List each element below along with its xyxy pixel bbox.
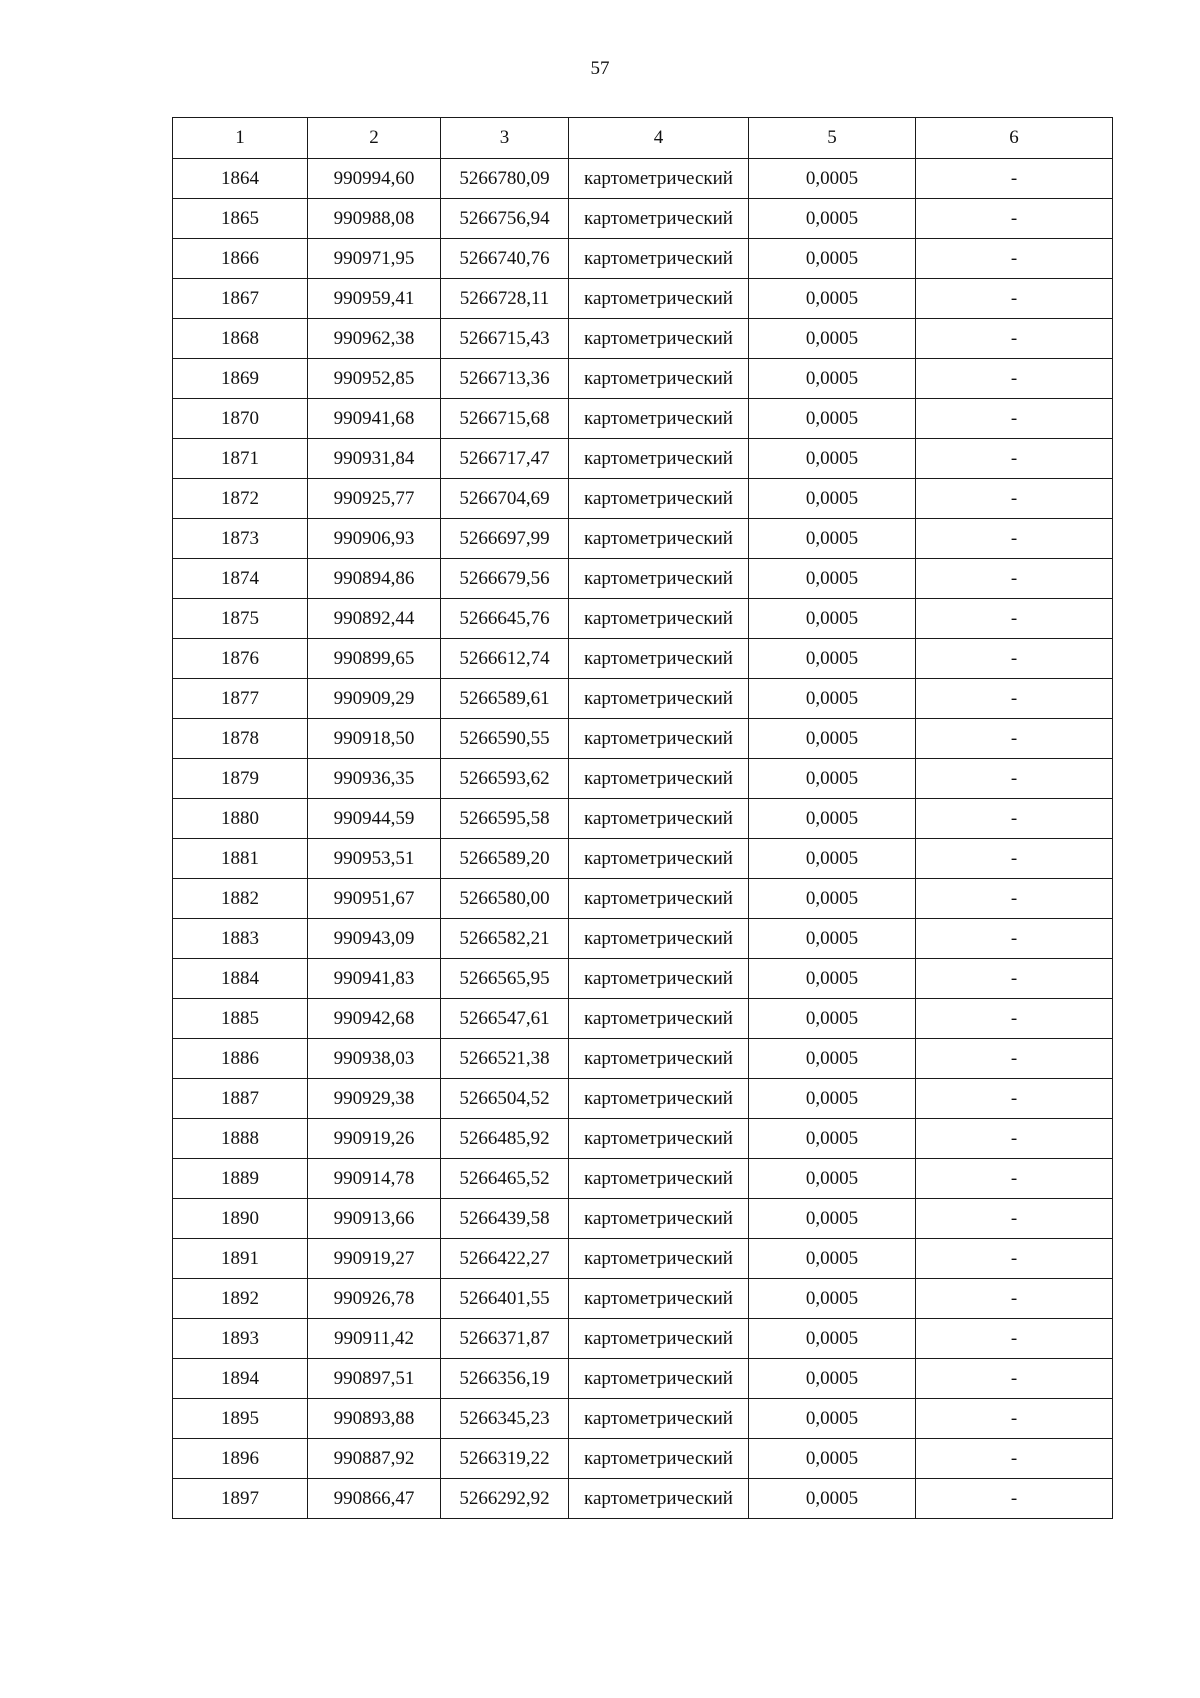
- table-row: [173, 359, 1113, 399]
- accuracy-cell: 0,0005: [749, 1079, 916, 1119]
- table-row: [173, 999, 1113, 1039]
- accuracy-cell: 0,0005: [749, 879, 916, 919]
- point-number-cell: 1884: [173, 959, 308, 999]
- method-cell: картометрический: [569, 1359, 749, 1399]
- method-cell: картометрический: [569, 1239, 749, 1279]
- method-cell: картометрический: [569, 799, 749, 839]
- method-cell: картометрический: [569, 959, 749, 999]
- note-cell: -: [916, 199, 1113, 239]
- x-coordinate-cell: 990926,78: [308, 1279, 441, 1319]
- method-cell: картометрический: [569, 1399, 749, 1439]
- y-coordinate-cell: 5266292,92: [441, 1479, 569, 1519]
- y-coordinate-cell: 5266756,94: [441, 199, 569, 239]
- point-number-cell: 1876: [173, 639, 308, 679]
- accuracy-cell: 0,0005: [749, 839, 916, 879]
- point-number-cell: 1892: [173, 1279, 308, 1319]
- x-coordinate-cell: 990994,60: [308, 159, 441, 199]
- point-number-cell: 1895: [173, 1399, 308, 1439]
- x-coordinate-cell: 990911,42: [308, 1319, 441, 1359]
- x-coordinate-cell: 990919,26: [308, 1119, 441, 1159]
- accuracy-cell: 0,0005: [749, 959, 916, 999]
- accuracy-cell: 0,0005: [749, 1119, 916, 1159]
- note-cell: -: [916, 1239, 1113, 1279]
- note-cell: -: [916, 1319, 1113, 1359]
- table-row: [173, 199, 1113, 239]
- point-number-cell: 1864: [173, 159, 308, 199]
- method-cell: картометрический: [569, 1279, 749, 1319]
- table-row: [173, 279, 1113, 319]
- method-cell: картометрический: [569, 719, 749, 759]
- accuracy-cell: 0,0005: [749, 639, 916, 679]
- x-coordinate-cell: 990941,68: [308, 399, 441, 439]
- point-number-cell: 1875: [173, 599, 308, 639]
- note-cell: -: [916, 1359, 1113, 1399]
- table-row: [173, 319, 1113, 359]
- point-number-cell: 1891: [173, 1239, 308, 1279]
- x-coordinate-cell: 990962,38: [308, 319, 441, 359]
- table-row: [173, 1199, 1113, 1239]
- table-row: [173, 1159, 1113, 1199]
- method-cell: картометрический: [569, 1039, 749, 1079]
- x-coordinate-cell: 990892,44: [308, 599, 441, 639]
- note-cell: -: [916, 1039, 1113, 1079]
- table-row: [173, 839, 1113, 879]
- x-coordinate-cell: 990938,03: [308, 1039, 441, 1079]
- accuracy-cell: 0,0005: [749, 359, 916, 399]
- table-row: [173, 519, 1113, 559]
- y-coordinate-cell: 5266521,38: [441, 1039, 569, 1079]
- y-coordinate-cell: 5266715,68: [441, 399, 569, 439]
- accuracy-cell: 0,0005: [749, 759, 916, 799]
- method-cell: картометрический: [569, 519, 749, 559]
- note-cell: -: [916, 639, 1113, 679]
- table-row: [173, 799, 1113, 839]
- y-coordinate-cell: 5266547,61: [441, 999, 569, 1039]
- x-coordinate-cell: 990899,65: [308, 639, 441, 679]
- method-cell: картометрический: [569, 759, 749, 799]
- table-row: [173, 679, 1113, 719]
- column-header: 6: [916, 118, 1113, 159]
- y-coordinate-cell: 5266485,92: [441, 1119, 569, 1159]
- x-coordinate-cell: 990906,93: [308, 519, 441, 559]
- x-coordinate-cell: 990959,41: [308, 279, 441, 319]
- note-cell: -: [916, 839, 1113, 879]
- method-cell: картометрический: [569, 1079, 749, 1119]
- table-row: [173, 439, 1113, 479]
- accuracy-cell: 0,0005: [749, 719, 916, 759]
- note-cell: -: [916, 759, 1113, 799]
- point-number-cell: 1890: [173, 1199, 308, 1239]
- y-coordinate-cell: 5266371,87: [441, 1319, 569, 1359]
- accuracy-cell: 0,0005: [749, 1359, 916, 1399]
- x-coordinate-cell: 990931,84: [308, 439, 441, 479]
- table-row: [173, 1119, 1113, 1159]
- method-cell: картометрический: [569, 319, 749, 359]
- accuracy-cell: 0,0005: [749, 799, 916, 839]
- x-coordinate-cell: 990866,47: [308, 1479, 441, 1519]
- accuracy-cell: 0,0005: [749, 1319, 916, 1359]
- y-coordinate-cell: 5266589,61: [441, 679, 569, 719]
- y-coordinate-cell: 5266740,76: [441, 239, 569, 279]
- point-number-cell: 1887: [173, 1079, 308, 1119]
- x-coordinate-cell: 990909,29: [308, 679, 441, 719]
- method-cell: картометрический: [569, 919, 749, 959]
- note-cell: -: [916, 1399, 1113, 1439]
- point-number-cell: 1879: [173, 759, 308, 799]
- table-row: [173, 719, 1113, 759]
- y-coordinate-cell: 5266345,23: [441, 1399, 569, 1439]
- y-coordinate-cell: 5266704,69: [441, 479, 569, 519]
- table-row: [173, 759, 1113, 799]
- table-row: [173, 159, 1113, 199]
- note-cell: -: [916, 279, 1113, 319]
- method-cell: картометрический: [569, 839, 749, 879]
- y-coordinate-cell: 5266565,95: [441, 959, 569, 999]
- x-coordinate-cell: 990918,50: [308, 719, 441, 759]
- x-coordinate-cell: 990913,66: [308, 1199, 441, 1239]
- accuracy-cell: 0,0005: [749, 479, 916, 519]
- x-coordinate-cell: 990952,85: [308, 359, 441, 399]
- table-row: [173, 599, 1113, 639]
- point-number-cell: 1888: [173, 1119, 308, 1159]
- method-cell: картометрический: [569, 999, 749, 1039]
- table-row: [173, 1479, 1113, 1519]
- method-cell: картометрический: [569, 399, 749, 439]
- point-number-cell: 1873: [173, 519, 308, 559]
- x-coordinate-cell: 990887,92: [308, 1439, 441, 1479]
- y-coordinate-cell: 5266504,52: [441, 1079, 569, 1119]
- table-row: [173, 1359, 1113, 1399]
- table-body: [173, 159, 1113, 1519]
- note-cell: -: [916, 1199, 1113, 1239]
- accuracy-cell: 0,0005: [749, 919, 916, 959]
- y-coordinate-cell: 5266319,22: [441, 1439, 569, 1479]
- note-cell: -: [916, 1159, 1113, 1199]
- note-cell: -: [916, 719, 1113, 759]
- point-number-cell: 1877: [173, 679, 308, 719]
- y-coordinate-cell: 5266422,27: [441, 1239, 569, 1279]
- point-number-cell: 1871: [173, 439, 308, 479]
- note-cell: -: [916, 959, 1113, 999]
- note-cell: -: [916, 319, 1113, 359]
- x-coordinate-cell: 990941,83: [308, 959, 441, 999]
- x-coordinate-cell: 990929,38: [308, 1079, 441, 1119]
- method-cell: картометрический: [569, 159, 749, 199]
- note-cell: -: [916, 599, 1113, 639]
- accuracy-cell: 0,0005: [749, 199, 916, 239]
- table-row: [173, 1279, 1113, 1319]
- note-cell: -: [916, 519, 1113, 559]
- method-cell: картометрический: [569, 1319, 749, 1359]
- note-cell: -: [916, 799, 1113, 839]
- method-cell: картометрический: [569, 679, 749, 719]
- table-row: [173, 1039, 1113, 1079]
- y-coordinate-cell: 5266645,76: [441, 599, 569, 639]
- note-cell: -: [916, 679, 1113, 719]
- point-number-cell: 1865: [173, 199, 308, 239]
- x-coordinate-cell: 990988,08: [308, 199, 441, 239]
- accuracy-cell: 0,0005: [749, 1439, 916, 1479]
- table-row: [173, 1239, 1113, 1279]
- accuracy-cell: 0,0005: [749, 1199, 916, 1239]
- accuracy-cell: 0,0005: [749, 1479, 916, 1519]
- x-coordinate-cell: 990953,51: [308, 839, 441, 879]
- accuracy-cell: 0,0005: [749, 519, 916, 559]
- note-cell: -: [916, 1439, 1113, 1479]
- x-coordinate-cell: 990943,09: [308, 919, 441, 959]
- table-row: [173, 559, 1113, 599]
- method-cell: картометрический: [569, 1479, 749, 1519]
- column-header: 4: [569, 118, 749, 159]
- note-cell: -: [916, 879, 1113, 919]
- accuracy-cell: 0,0005: [749, 1159, 916, 1199]
- accuracy-cell: 0,0005: [749, 1239, 916, 1279]
- point-number-cell: 1867: [173, 279, 308, 319]
- method-cell: картометрический: [569, 239, 749, 279]
- note-cell: -: [916, 439, 1113, 479]
- point-number-cell: 1896: [173, 1439, 308, 1479]
- method-cell: картометрический: [569, 439, 749, 479]
- note-cell: -: [916, 1079, 1113, 1119]
- note-cell: -: [916, 359, 1113, 399]
- method-cell: картометрический: [569, 479, 749, 519]
- table-row: [173, 1079, 1113, 1119]
- note-cell: -: [916, 1119, 1113, 1159]
- table-row: [173, 239, 1113, 279]
- note-cell: -: [916, 559, 1113, 599]
- table-row: [173, 1439, 1113, 1479]
- y-coordinate-cell: 5266697,99: [441, 519, 569, 559]
- point-number-cell: 1868: [173, 319, 308, 359]
- note-cell: -: [916, 399, 1113, 439]
- point-number-cell: 1881: [173, 839, 308, 879]
- note-cell: -: [916, 479, 1113, 519]
- point-number-cell: 1872: [173, 479, 308, 519]
- point-number-cell: 1869: [173, 359, 308, 399]
- table-row: [173, 479, 1113, 519]
- point-number-cell: 1880: [173, 799, 308, 839]
- y-coordinate-cell: 5266728,11: [441, 279, 569, 319]
- column-header: 2: [308, 118, 441, 159]
- point-number-cell: 1894: [173, 1359, 308, 1399]
- accuracy-cell: 0,0005: [749, 679, 916, 719]
- x-coordinate-cell: 990893,88: [308, 1399, 441, 1439]
- point-number-cell: 1885: [173, 999, 308, 1039]
- table-row: [173, 959, 1113, 999]
- x-coordinate-cell: 990951,67: [308, 879, 441, 919]
- point-number-cell: 1874: [173, 559, 308, 599]
- y-coordinate-cell: 5266595,58: [441, 799, 569, 839]
- point-number-cell: 1870: [173, 399, 308, 439]
- y-coordinate-cell: 5266356,19: [441, 1359, 569, 1399]
- x-coordinate-cell: 990897,51: [308, 1359, 441, 1399]
- method-cell: картометрический: [569, 599, 749, 639]
- y-coordinate-cell: 5266582,21: [441, 919, 569, 959]
- method-cell: картометрический: [569, 1159, 749, 1199]
- column-header: 1: [173, 118, 308, 159]
- y-coordinate-cell: 5266612,74: [441, 639, 569, 679]
- accuracy-cell: 0,0005: [749, 1039, 916, 1079]
- point-number-cell: 1897: [173, 1479, 308, 1519]
- y-coordinate-cell: 5266401,55: [441, 1279, 569, 1319]
- note-cell: -: [916, 999, 1113, 1039]
- column-header: 3: [441, 118, 569, 159]
- accuracy-cell: 0,0005: [749, 159, 916, 199]
- accuracy-cell: 0,0005: [749, 999, 916, 1039]
- accuracy-cell: 0,0005: [749, 599, 916, 639]
- note-cell: -: [916, 1279, 1113, 1319]
- y-coordinate-cell: 5266593,62: [441, 759, 569, 799]
- y-coordinate-cell: 5266580,00: [441, 879, 569, 919]
- x-coordinate-cell: 990971,95: [308, 239, 441, 279]
- table-row: [173, 1319, 1113, 1359]
- x-coordinate-cell: 990925,77: [308, 479, 441, 519]
- method-cell: картометрический: [569, 639, 749, 679]
- y-coordinate-cell: 5266715,43: [441, 319, 569, 359]
- accuracy-cell: 0,0005: [749, 319, 916, 359]
- note-cell: -: [916, 239, 1113, 279]
- point-number-cell: 1886: [173, 1039, 308, 1079]
- point-number-cell: 1866: [173, 239, 308, 279]
- accuracy-cell: 0,0005: [749, 1399, 916, 1439]
- table-header-row: [173, 118, 1113, 159]
- x-coordinate-cell: 990919,27: [308, 1239, 441, 1279]
- table-row: [173, 879, 1113, 919]
- x-coordinate-cell: 990894,86: [308, 559, 441, 599]
- y-coordinate-cell: 5266589,20: [441, 839, 569, 879]
- x-coordinate-cell: 990914,78: [308, 1159, 441, 1199]
- x-coordinate-cell: 990944,59: [308, 799, 441, 839]
- note-cell: -: [916, 1479, 1113, 1519]
- y-coordinate-cell: 5266679,56: [441, 559, 569, 599]
- method-cell: картометрический: [569, 559, 749, 599]
- accuracy-cell: 0,0005: [749, 1279, 916, 1319]
- coordinates-table: [172, 117, 1113, 1519]
- point-number-cell: 1882: [173, 879, 308, 919]
- method-cell: картометрический: [569, 199, 749, 239]
- x-coordinate-cell: 990942,68: [308, 999, 441, 1039]
- table-row: [173, 1399, 1113, 1439]
- note-cell: -: [916, 159, 1113, 199]
- accuracy-cell: 0,0005: [749, 399, 916, 439]
- table-row: [173, 399, 1113, 439]
- point-number-cell: 1878: [173, 719, 308, 759]
- accuracy-cell: 0,0005: [749, 239, 916, 279]
- method-cell: картометрический: [569, 879, 749, 919]
- column-header: 5: [749, 118, 916, 159]
- y-coordinate-cell: 5266439,58: [441, 1199, 569, 1239]
- y-coordinate-cell: 5266717,47: [441, 439, 569, 479]
- accuracy-cell: 0,0005: [749, 279, 916, 319]
- page-number: 57: [590, 58, 610, 79]
- method-cell: картометрический: [569, 279, 749, 319]
- x-coordinate-cell: 990936,35: [308, 759, 441, 799]
- table-row: [173, 639, 1113, 679]
- note-cell: -: [916, 919, 1113, 959]
- y-coordinate-cell: 5266590,55: [441, 719, 569, 759]
- accuracy-cell: 0,0005: [749, 559, 916, 599]
- table-row: [173, 919, 1113, 959]
- accuracy-cell: 0,0005: [749, 439, 916, 479]
- method-cell: картометрический: [569, 1439, 749, 1479]
- y-coordinate-cell: 5266465,52: [441, 1159, 569, 1199]
- method-cell: картометрический: [569, 1199, 749, 1239]
- point-number-cell: 1889: [173, 1159, 308, 1199]
- method-cell: картометрический: [569, 1119, 749, 1159]
- point-number-cell: 1893: [173, 1319, 308, 1359]
- y-coordinate-cell: 5266713,36: [441, 359, 569, 399]
- method-cell: картометрический: [569, 359, 749, 399]
- y-coordinate-cell: 5266780,09: [441, 159, 569, 199]
- point-number-cell: 1883: [173, 919, 308, 959]
